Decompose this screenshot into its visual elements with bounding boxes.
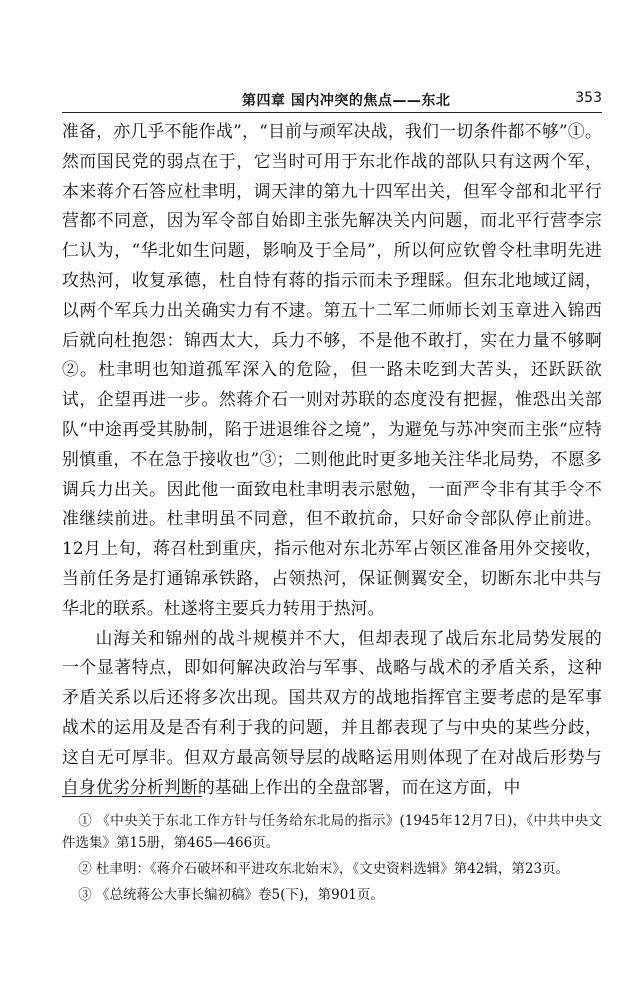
footnotes [62,810,602,910]
paragraph-continued: 准备，亦几乎不能作战”，“目前与顽军决战，我们一切条件都不够”①。然而国民党的弱点在于，它当时可用于东北作战的部队只有这两个军，本来蒋介石答应杜聿明，调天津的第九十四军出关，但军令部和北平行营都不同意，因为军令部自始即主张先解决关内问题，而北平行营李宗仁认为，“华北如生问题，影响及于全局”，所以何应钦曾令杜聿明先进攻热河，收复承德，杜自恃有蒋的指示而未予理睬。但东北地域辽阔，以两个军兵力出关确实力有不逮。第五十二军二师师长刘玉章进入锦西后就向杜抱怨：锦西太大，兵力不够，不是他不敢打，实在力量不够啊②。杜聿明也知道孤军深入的危险，但一路未吃到大苦头，还跃跃欲试，企望再进一步。然蒋介石一则对苏联的态度没有把握，惟恐出关部队“中途再受其胁制，陷于进退维谷之境”，为避免与苏冲突而主张“应特别慎重，不在急于接收也”③；二则他此时更多地关注华北局势，不愿多调兵力出关。因此他一面致电杜聿明表示慰勉，一面严令非有其手令不准继续前进。杜聿明虽不同意，但不敢抗命，只好命令部队停止前进。12月上旬，蒋召杜到重庆，指示他对东北苏军占领区准备用外交接收，当前任务是打通锦承铁路，占领热河，保证侧翼安全，切断东北中共与华北的联系。杜遂将主要兵力转用于热河。 [62,121,602,618]
main-text [62,117,602,802]
footnote-3: ③ 《总统蒋公大事长编初稿》卷5(下)，第901页。 [78,887,384,903]
footnote-separator [62,796,202,797]
header-rule [62,112,602,113]
running-header [62,88,602,110]
footnote-2: ② 杜聿明：《蒋介石破坏和平进攻东北始末》，《文史资料选辑》第42辑，第23页。 [78,861,570,877]
chapter-title: 第四章 国内冲突的焦点——东北 [242,93,451,109]
paragraph: 山海关和锦州的战斗规模并不大，但却表现了战后东北局势发展的一个显著特点，即如何解决政治与军事、战略与战术的矛盾关系，这种矛盾关系以后还将多次出现。国共双方的战地指挥官主要考虑的是军事战术的运用及是否有利于我的问题，并且都表现了与中央的某些分歧，这自无可厚非。但双方最高领导层的战略运用则体现了在对战后形势与自身优劣分析判断的基础上作出的全盘部署，而在这方面，中 [62,627,602,797]
footnote-1: ① 《中央关于东北工作方针与任务给东北局的指示》(1945年12月7日)，《中共中央文件选集》第15册，第465—466页。 [62,813,602,851]
page-number: 353 [575,90,602,106]
